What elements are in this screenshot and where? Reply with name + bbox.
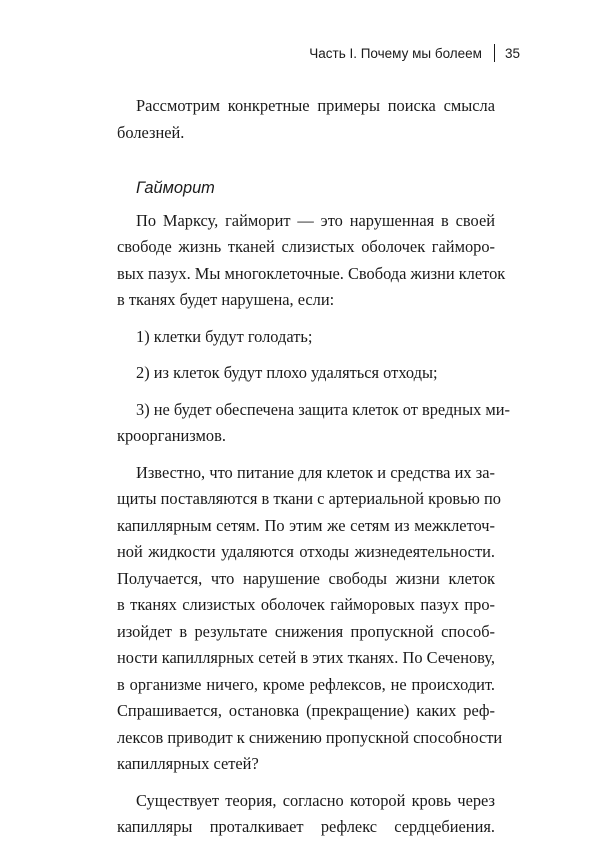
- text-line: в тканях будет нарушена, если:: [117, 290, 335, 309]
- list-item: [117, 324, 495, 351]
- text-line: в организме ничего, кроме рефлексов, не происходит.: [117, 674, 495, 694]
- page-body: [117, 93, 510, 841]
- text-line: изойдет в результате снижения пропускной способ-: [117, 621, 495, 641]
- text-line: 2) из клеток будут плохо удаляться отходы;: [136, 363, 438, 382]
- text-line: капиллярным сетям. По этим же сетям из межклеточ-: [117, 515, 495, 535]
- page-number: 35: [504, 45, 520, 61]
- text-line: свободе жизнь тканей слизистых оболочек гайморо-: [117, 237, 495, 256]
- text-line: Получается, что нарушение свободы жизни клеток: [117, 568, 495, 588]
- text-line: щиты поставляются в ткани с артериальной кровью по: [117, 489, 501, 508]
- text-line: капилляры проталкивает рефлекс сердцебиения.: [117, 817, 495, 836]
- text-line: Существует теория, согласно которой кровь через: [136, 790, 495, 810]
- text-line: болезней.: [117, 122, 185, 142]
- text-line: По Марксу, гайморит — это нарушенная в своей: [136, 210, 495, 230]
- text-line: вых пазух. Мы многоклеточные. Свобода жизни клеток: [117, 263, 506, 283]
- section-subheading: Гайморит: [136, 179, 215, 197]
- running-header: [309, 44, 520, 62]
- text-line: Спрашивается, остановка (прекращение) каких реф-: [117, 701, 495, 720]
- text-line: ности капиллярных сетей в этих тканях. По Сеченову,: [117, 648, 495, 667]
- header-divider: [494, 44, 495, 62]
- text-line: ной жидкости удаляются отходы жизнедеятельности.: [117, 542, 495, 561]
- text-line: Известно, что питание для клеток и средства их за-: [136, 462, 495, 482]
- text-line: капиллярных сетей?: [117, 754, 259, 773]
- intro-paragraph: [117, 93, 495, 146]
- paragraph: [117, 208, 506, 314]
- running-title: Часть I. Почему мы болеем: [309, 45, 482, 61]
- text-line: 3) не будет обеспечена защита клеток от вредных ми-: [136, 399, 510, 419]
- list-item: [117, 360, 495, 387]
- text-line: в тканях слизистых оболочек гайморовых пазух про-: [117, 595, 495, 614]
- list-item: [117, 397, 510, 450]
- paragraph: [117, 460, 503, 778]
- paragraph: [117, 788, 495, 841]
- text-line: 1) клетки будут голодать;: [136, 326, 313, 346]
- text-line: лексов приводит к снижению пропускной способности: [117, 727, 503, 747]
- text-line: Рассмотрим конкретные примеры поиска смысла: [136, 96, 495, 115]
- text-line: кроорганизмов.: [117, 426, 226, 445]
